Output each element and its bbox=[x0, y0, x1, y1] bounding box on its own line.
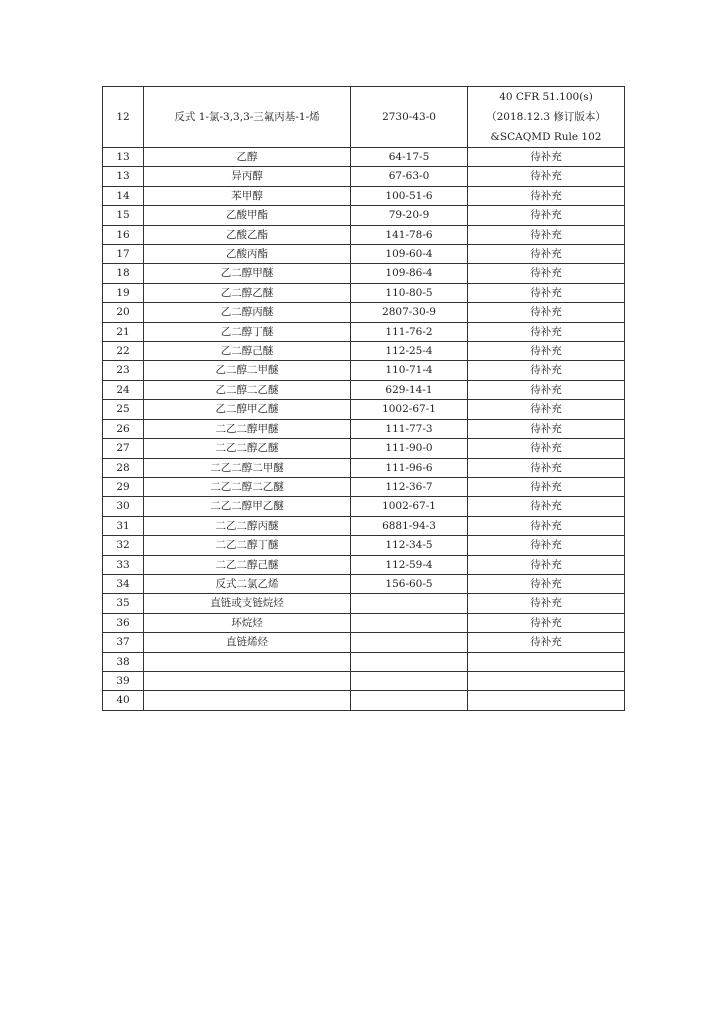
substance-name: 乙酸丙酯 bbox=[144, 245, 351, 264]
substance-name: 直链或支链烷烃 bbox=[144, 594, 351, 613]
table-row bbox=[103, 419, 625, 438]
cas-number bbox=[351, 691, 468, 710]
table-row bbox=[103, 264, 625, 283]
table-row bbox=[103, 516, 625, 535]
cas-number bbox=[351, 652, 468, 671]
cas-number: 110-80-5 bbox=[351, 283, 468, 302]
row-number: 30 bbox=[103, 497, 144, 516]
substance-name bbox=[144, 652, 351, 671]
cas-number: 112-59-4 bbox=[351, 555, 468, 574]
cas-number: 2730-43-0 bbox=[351, 87, 468, 148]
substance-name: 乙酸乙酯 bbox=[144, 225, 351, 244]
table-row bbox=[103, 245, 625, 264]
row-number: 16 bbox=[103, 225, 144, 244]
substance-name: 二乙二醇甲乙醚 bbox=[144, 497, 351, 516]
row-number: 29 bbox=[103, 477, 144, 496]
cas-number: 2807-30-9 bbox=[351, 303, 468, 322]
status-cell: 待补充 bbox=[468, 400, 625, 419]
row-number: 13 bbox=[103, 148, 144, 167]
substance-name: 反式二氯乙烯 bbox=[144, 574, 351, 593]
substance-name bbox=[144, 691, 351, 710]
row-number: 21 bbox=[103, 322, 144, 341]
substance-name: 乙二醇己醚 bbox=[144, 342, 351, 361]
substance-name: 环烷烃 bbox=[144, 613, 351, 632]
table-row bbox=[103, 186, 625, 205]
status-cell: 待补充 bbox=[468, 419, 625, 438]
table-row bbox=[103, 652, 625, 671]
table-row bbox=[103, 361, 625, 380]
cas-number: 1002-67-1 bbox=[351, 497, 468, 516]
cas-number: 100-51-6 bbox=[351, 186, 468, 205]
row-number: 28 bbox=[103, 458, 144, 477]
table-row bbox=[103, 206, 625, 225]
row-number: 17 bbox=[103, 245, 144, 264]
status-cell: 待补充 bbox=[468, 186, 625, 205]
substance-table bbox=[102, 86, 625, 711]
regulation-reference: 40 CFR 51.100(s)（2018.12.3 修订版本）&SCAQMD Rule 102 bbox=[468, 87, 625, 148]
status-cell: 待补充 bbox=[468, 148, 625, 167]
row-number: 14 bbox=[103, 186, 144, 205]
substance-name: 异丙醇 bbox=[144, 167, 351, 186]
status-cell: 待补充 bbox=[468, 322, 625, 341]
row-number: 32 bbox=[103, 536, 144, 555]
cas-number: 67-63-0 bbox=[351, 167, 468, 186]
table-row bbox=[103, 167, 625, 186]
status-cell: 待补充 bbox=[468, 574, 625, 593]
cas-number: 112-34-5 bbox=[351, 536, 468, 555]
row-number: 38 bbox=[103, 652, 144, 671]
row-number: 35 bbox=[103, 594, 144, 613]
status-cell: 待补充 bbox=[468, 536, 625, 555]
table-row bbox=[103, 283, 625, 302]
status-cell: 待补充 bbox=[468, 497, 625, 516]
status-cell bbox=[468, 652, 625, 671]
row-number: 24 bbox=[103, 380, 144, 399]
substance-name: 二乙二醇己醚 bbox=[144, 555, 351, 574]
table-row bbox=[103, 439, 625, 458]
substance-name: 二乙二醇乙醚 bbox=[144, 439, 351, 458]
substance-name: 二乙二醇二甲醚 bbox=[144, 458, 351, 477]
row-number: 33 bbox=[103, 555, 144, 574]
status-cell: 待补充 bbox=[468, 283, 625, 302]
substance-name: 二乙二醇甲醚 bbox=[144, 419, 351, 438]
cas-number: 112-36-7 bbox=[351, 477, 468, 496]
status-cell: 待补充 bbox=[468, 264, 625, 283]
cas-number: 111-77-3 bbox=[351, 419, 468, 438]
status-cell: 待补充 bbox=[468, 594, 625, 613]
table-row bbox=[103, 400, 625, 419]
row-number: 12 bbox=[103, 87, 144, 148]
status-cell bbox=[468, 691, 625, 710]
table-row bbox=[103, 691, 625, 710]
cas-number: 111-76-2 bbox=[351, 322, 468, 341]
table-row bbox=[103, 594, 625, 613]
status-cell: 待补充 bbox=[468, 458, 625, 477]
substance-name: 乙二醇二乙醚 bbox=[144, 380, 351, 399]
table-row bbox=[103, 671, 625, 690]
table-row bbox=[103, 322, 625, 341]
row-number: 36 bbox=[103, 613, 144, 632]
cas-number: 109-60-4 bbox=[351, 245, 468, 264]
table-row bbox=[103, 497, 625, 516]
status-cell: 待补充 bbox=[468, 516, 625, 535]
status-cell: 待补充 bbox=[468, 225, 625, 244]
row-number: 31 bbox=[103, 516, 144, 535]
row-number: 34 bbox=[103, 574, 144, 593]
status-cell: 待补充 bbox=[468, 380, 625, 399]
status-cell: 待补充 bbox=[468, 167, 625, 186]
status-cell: 待补充 bbox=[468, 633, 625, 652]
cas-number: 79-20-9 bbox=[351, 206, 468, 225]
cas-number: 629-14-1 bbox=[351, 380, 468, 399]
substance-name: 直链烯烃 bbox=[144, 633, 351, 652]
cas-number: 112-25-4 bbox=[351, 342, 468, 361]
status-cell: 待补充 bbox=[468, 206, 625, 225]
row-number: 23 bbox=[103, 361, 144, 380]
cas-number: 109-86-4 bbox=[351, 264, 468, 283]
cas-number: 156-60-5 bbox=[351, 574, 468, 593]
row-number: 40 bbox=[103, 691, 144, 710]
table-row bbox=[103, 633, 625, 652]
row-number: 27 bbox=[103, 439, 144, 458]
table-body bbox=[103, 87, 625, 711]
cas-number: 1002-67-1 bbox=[351, 400, 468, 419]
row-number: 37 bbox=[103, 633, 144, 652]
cas-number: 111-90-0 bbox=[351, 439, 468, 458]
substance-name: 乙酸甲酯 bbox=[144, 206, 351, 225]
table-row bbox=[103, 458, 625, 477]
table-row bbox=[103, 477, 625, 496]
row-number: 26 bbox=[103, 419, 144, 438]
status-cell: 待补充 bbox=[468, 613, 625, 632]
cas-number: 6881-94-3 bbox=[351, 516, 468, 535]
cas-number bbox=[351, 671, 468, 690]
substance-name: 乙二醇乙醚 bbox=[144, 283, 351, 302]
cas-number bbox=[351, 633, 468, 652]
cas-number: 111-96-6 bbox=[351, 458, 468, 477]
row-number: 25 bbox=[103, 400, 144, 419]
table-row bbox=[103, 613, 625, 632]
row-number: 18 bbox=[103, 264, 144, 283]
row-number: 15 bbox=[103, 206, 144, 225]
substance-name: 乙醇 bbox=[144, 148, 351, 167]
cas-number bbox=[351, 594, 468, 613]
cas-number: 64-17-5 bbox=[351, 148, 468, 167]
status-cell: 待补充 bbox=[468, 245, 625, 264]
substance-name: 乙二醇甲乙醚 bbox=[144, 400, 351, 419]
substance-name: 二乙二醇二乙醚 bbox=[144, 477, 351, 496]
substance-name: 乙二醇甲醚 bbox=[144, 264, 351, 283]
table-row bbox=[103, 342, 625, 361]
table-row bbox=[103, 225, 625, 244]
cas-number: 110-71-4 bbox=[351, 361, 468, 380]
status-cell: 待补充 bbox=[468, 361, 625, 380]
table-row bbox=[103, 148, 625, 167]
table-row bbox=[103, 380, 625, 399]
status-cell: 待补充 bbox=[468, 303, 625, 322]
cas-number: 141-78-6 bbox=[351, 225, 468, 244]
substance-name: 反式 1-氯-3,3,3-三氟丙基-1-烯 bbox=[144, 87, 351, 148]
table-row bbox=[103, 574, 625, 593]
status-cell: 待补充 bbox=[468, 477, 625, 496]
row-number: 20 bbox=[103, 303, 144, 322]
substance-name bbox=[144, 671, 351, 690]
substance-name: 乙二醇二甲醚 bbox=[144, 361, 351, 380]
row-number: 13 bbox=[103, 167, 144, 186]
substance-name: 苯甲醇 bbox=[144, 186, 351, 205]
row-number: 19 bbox=[103, 283, 144, 302]
table-row bbox=[103, 303, 625, 322]
cas-number bbox=[351, 613, 468, 632]
table-row bbox=[103, 555, 625, 574]
table-row bbox=[103, 536, 625, 555]
substance-name: 二乙二醇丁醚 bbox=[144, 536, 351, 555]
row-number: 22 bbox=[103, 342, 144, 361]
status-cell: 待补充 bbox=[468, 342, 625, 361]
status-cell: 待补充 bbox=[468, 555, 625, 574]
substance-name: 乙二醇丁醚 bbox=[144, 322, 351, 341]
row-number: 39 bbox=[103, 671, 144, 690]
substance-name: 二乙二醇丙醚 bbox=[144, 516, 351, 535]
substance-name: 乙二醇丙醚 bbox=[144, 303, 351, 322]
status-cell bbox=[468, 671, 625, 690]
status-cell: 待补充 bbox=[468, 439, 625, 458]
table-row bbox=[103, 87, 625, 148]
